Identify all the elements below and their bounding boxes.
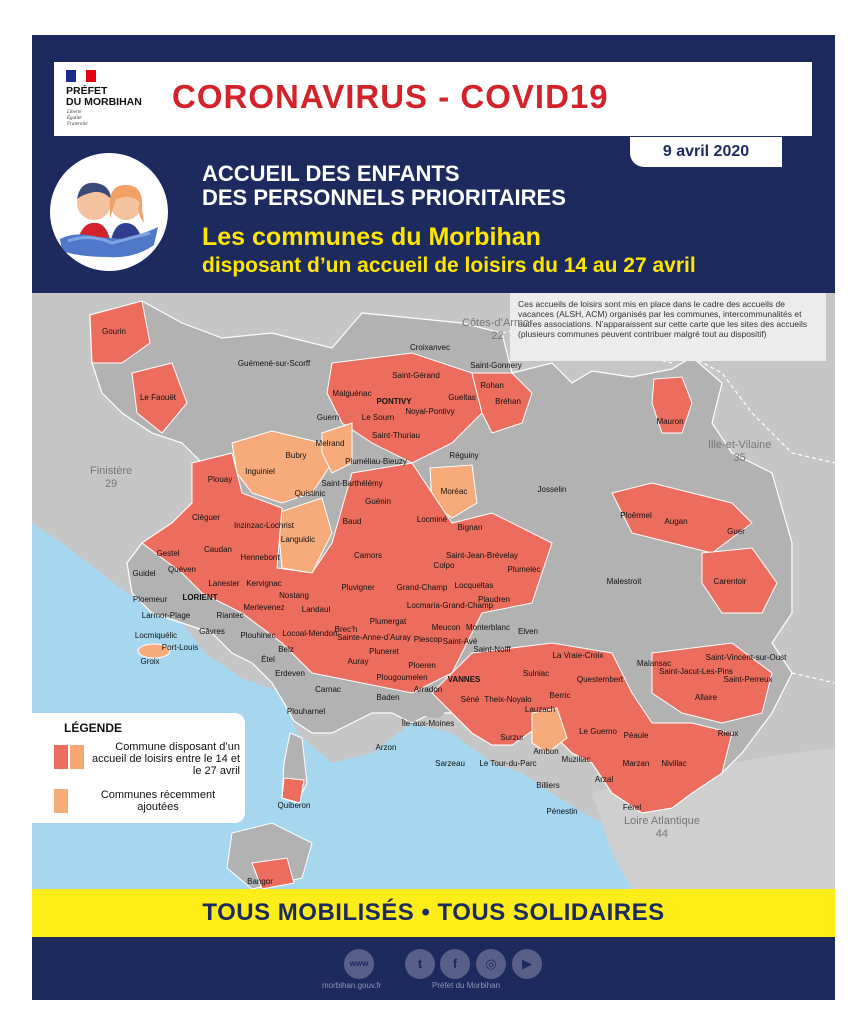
commune-label: Gueltas <box>448 393 476 402</box>
commune-label: Elven <box>517 627 539 636</box>
commune-label: Île-aux-Moines <box>401 719 455 728</box>
commune-label: Port-Louis <box>161 643 199 652</box>
commune-label: Bréhan <box>495 397 521 406</box>
commune-label: Saint-Perreux <box>723 675 773 684</box>
commune-label: Gâvres <box>199 627 225 636</box>
commune-label: Theix-Noyalo <box>484 695 532 704</box>
commune-label: Pluneret <box>369 647 399 656</box>
commune-label: Surzur <box>500 733 524 742</box>
map-note: Ces accueils de loisirs sont mis en place dans le cadre des accueils de vacances (ALSH, ACM) organisés par les communes, intercommunalités et autres associations. N’apparaissent sur cette carte que les sites des accueils (plusieurs communes peuvent contribuer malgré tout au dispositif) <box>510 293 826 361</box>
commune-label: Ploërmel <box>620 511 652 520</box>
commune-label: Arradon <box>413 685 443 694</box>
commune-label: Groix <box>140 657 160 666</box>
commune-label: Carentoir <box>713 577 747 586</box>
commune-label: Camors <box>353 551 383 560</box>
commune-label: Mauron <box>656 417 684 426</box>
commune-label: Sulniac <box>522 669 550 678</box>
commune-label: Guer <box>727 527 745 536</box>
commune-label: Locminé <box>416 515 448 524</box>
commune-label: Rieux <box>717 729 739 738</box>
prefecture-logo <box>64 70 164 132</box>
website-link[interactable]: morbihan.gouv.fr <box>322 981 382 990</box>
slogan-banner: TOUS MOBILISÉS • TOUS SOLIDAIRES <box>32 889 835 937</box>
commune-label: Muzillac <box>561 755 591 764</box>
commune-label: Belz <box>278 645 294 654</box>
commune-label: Le Sourn <box>361 413 395 422</box>
legend-swatch-existing <box>54 745 68 769</box>
commune-label: Moréac <box>440 487 468 496</box>
commune-label: Rohan <box>480 381 504 390</box>
commune-label: Le Tour-du-Parc <box>479 759 537 768</box>
commune-label: Bubry <box>285 451 307 460</box>
commune-label: Colpo <box>433 561 455 570</box>
commune-label: Saint-Nolff <box>473 645 511 654</box>
commune-label: Pluvigner <box>341 583 375 592</box>
commune-label: Croixanvec <box>409 343 451 352</box>
commune-label: Landaul <box>301 605 331 614</box>
commune-label: Brec’h <box>334 625 358 634</box>
commune-label: Caudan <box>203 545 233 554</box>
commune-label: Péaule <box>623 731 649 740</box>
commune-label: Sarzeau <box>435 759 465 768</box>
commune-label: Saint-Gérand <box>392 371 440 380</box>
commune-label: Erdeven <box>275 669 305 678</box>
commune-label: Sainte-Anne-d’Auray <box>337 633 411 642</box>
subtitle-line2: DES PERSONNELS PRIORITAIRES <box>202 185 566 210</box>
commune-label: Ploeren <box>408 661 436 670</box>
commune-label: Arzal <box>594 775 614 784</box>
www-icon[interactable]: www <box>344 949 374 979</box>
commune-label: Réguiny <box>449 451 479 460</box>
commune-label: Lauzach <box>524 705 556 714</box>
commune-label: Malestroit <box>606 577 642 586</box>
commune-label: Férel <box>622 803 642 812</box>
commune-label: Plescop <box>413 635 443 644</box>
commune-label: Nivillac <box>661 759 687 768</box>
commune-label: Meucon <box>431 623 461 632</box>
footer <box>32 937 835 1000</box>
commune-label: Quistinic <box>294 489 326 498</box>
legend-title: LÉGENDE <box>64 721 123 735</box>
commune-label: Auray <box>347 657 369 666</box>
highlight-line1: Les communes du Morbihan <box>202 223 541 251</box>
commune-label: Locoal-Mendon <box>282 629 338 638</box>
commune-label: Carnac <box>315 685 341 694</box>
commune-label: Gestel <box>156 549 180 558</box>
commune-label: Saint-Gonnery <box>470 361 522 370</box>
commune-label: Grand-Champ <box>396 583 448 592</box>
children-emblem-icon <box>50 153 168 271</box>
commune-label: Allaire <box>694 693 718 702</box>
commune-label: Plumelec <box>507 565 541 574</box>
dept-label-loire-atlantique: Loire Atlantique 44 <box>624 815 700 840</box>
commune-label: VANNES <box>447 675 481 684</box>
commune-label: Saint-Thuriau <box>371 431 421 440</box>
commune-label: Quiberon <box>277 801 311 810</box>
commune-label: Plougoumelen <box>376 673 428 682</box>
commune-label: Plouharnel <box>286 707 326 716</box>
dept-label-finistere: Finistère 29 <box>90 465 133 490</box>
commune-label: Larmor-Plage <box>141 611 191 620</box>
commune-label: PONTIVY <box>376 397 412 406</box>
legend-swatch-existing-alt <box>70 745 84 769</box>
commune-label: Plouhinec <box>240 631 276 640</box>
dept-label-ille-et-vilaine: Ille-et-Vilaine 35 <box>708 439 772 464</box>
commune-label: Locmiquélic <box>134 631 178 640</box>
commune-label: Riantec <box>216 611 244 620</box>
commune-label: Augan <box>664 517 688 526</box>
commune-label: Pluméliau-Bieuzy <box>345 457 407 466</box>
commune-label: Plouay <box>207 475 233 484</box>
commune-label: Baud <box>342 517 362 526</box>
commune-label: Gourin <box>101 327 127 336</box>
ile-aux-moines <box>424 708 444 718</box>
main-title: CORONAVIRUS - COVID19 <box>172 78 609 115</box>
commune-label: Bangor <box>247 877 273 886</box>
commune-label: Inguiniel <box>245 467 275 476</box>
commune-label: Baden <box>376 693 400 702</box>
legend-swatch-recent <box>54 789 68 813</box>
commune-label: Malguénac <box>332 389 372 398</box>
commune-label: Pénestin <box>546 807 578 816</box>
commune-label: Monterblanc <box>465 623 511 632</box>
commune-label: Malansac <box>636 659 672 668</box>
poster <box>32 35 835 1000</box>
instagram-icon[interactable]: ◎ <box>476 949 506 979</box>
commune-label: Noyal-Pontivy <box>405 407 455 416</box>
commune-label: Lanester <box>208 579 240 588</box>
commune-label: Plaudren <box>477 595 511 604</box>
commune-label: Saint-Vincent-sur-Oust <box>705 653 787 662</box>
commune-label: Guidel <box>132 569 156 578</box>
social-account: Préfet du Morbihan <box>432 981 501 990</box>
commune-label: Locqueltas <box>454 581 494 590</box>
commune-label: Bignan <box>457 523 483 532</box>
commune-label: Le Guerno <box>579 727 617 736</box>
commune-label: Questembert <box>576 675 624 684</box>
commune-label: Saint-Avé <box>442 637 478 646</box>
commune-label: Arzon <box>375 743 397 752</box>
commune-label: Hennebont <box>240 553 280 562</box>
commune-label: Kervignac <box>246 579 282 588</box>
highlight-line2: disposant d’un accueil de loisirs du 14 au 27 avril <box>202 254 696 277</box>
commune-label: Merlevenez <box>243 603 285 612</box>
commune-label: Guénin <box>365 497 391 506</box>
commune-label: Locmaria-Grand-Champ <box>406 601 494 610</box>
map <box>32 293 835 889</box>
commune-label: Saint-Jean-Brévelay <box>445 551 519 560</box>
french-flag-icon <box>66 70 96 82</box>
commune-label: Berric <box>549 691 571 700</box>
facebook-icon[interactable]: f <box>440 949 470 979</box>
commune-label: Guern <box>316 413 340 422</box>
commune-label: Languidic <box>280 535 316 544</box>
commune-label: Billiers <box>536 781 560 790</box>
commune-label: La Vraie-Croix <box>552 651 604 660</box>
youtube-icon[interactable]: ▶ <box>512 949 542 979</box>
legend <box>32 713 245 823</box>
logo-motto: Liberté Égalité Fraternité <box>67 110 88 127</box>
zone-quiberon <box>282 778 304 803</box>
logo-name: PRÉFET DU MORBIHAN <box>66 85 142 108</box>
commune-label: Guémené-sur-Scorff <box>237 359 311 368</box>
commune-label: Le Faouët <box>139 393 177 402</box>
commune-label: Saint-Barthélémy <box>321 479 383 488</box>
commune-label: Melrand <box>315 439 345 448</box>
commune-label: Étel <box>261 655 275 664</box>
subtitle-line1: ACCUEIL DES ENFANTS <box>202 161 460 186</box>
commune-label: Josselin <box>537 485 567 494</box>
commune-label: Séné <box>460 695 480 704</box>
commune-label: Ploemeur <box>132 595 168 604</box>
legend-item-recent: Communes récemment ajoutées <box>100 789 216 813</box>
title-banner <box>54 62 812 136</box>
date-badge: 9 avril 2020 <box>630 137 782 167</box>
commune-label: Quéven <box>167 565 197 574</box>
commune-label: Inzinzac-Lochrist <box>233 521 295 530</box>
commune-label: LORIENT <box>182 593 218 602</box>
twitter-icon[interactable]: t <box>405 949 435 979</box>
legend-item-existing: Commune disposant d’un accueil de loisirs entre le 14 et le 27 avril <box>92 741 240 777</box>
commune-label: Plumergat <box>369 617 407 626</box>
commune-label: Nostang <box>279 591 309 600</box>
dept-label-cotes-armor: Côtes-d’Armor 22 <box>462 317 533 342</box>
commune-label: Cléguer <box>191 513 221 522</box>
commune-label: Saint-Jacut-Les-Pins <box>659 667 733 676</box>
commune-label: Ambon <box>533 747 559 756</box>
commune-label: Marzan <box>622 759 650 768</box>
